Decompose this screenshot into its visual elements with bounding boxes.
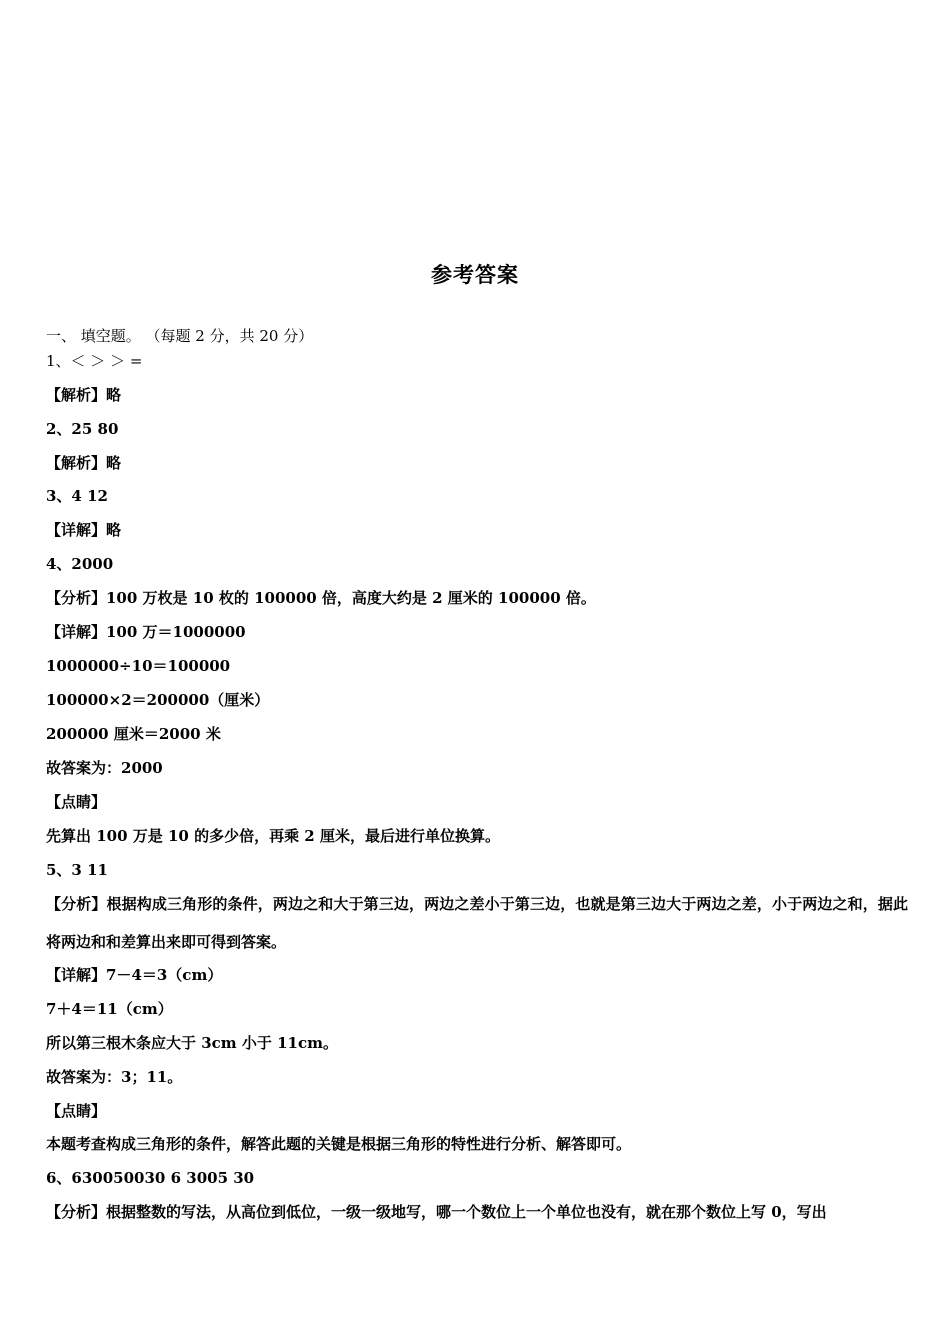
answer-line: 本题考查构成三角形的条件，解答此题的关键是根据三角形的特性进行分析、解答即可。	[46, 1135, 632, 1153]
answer-line: 6、630050030 6 3005 30	[46, 1169, 255, 1187]
answer-line: 3、4 12	[46, 487, 108, 505]
answer-line: 故答案为：2000	[46, 759, 163, 777]
answer-line: 4、2000	[46, 555, 114, 573]
page-title: 参考答案	[431, 263, 519, 287]
answer-line: 【详解】略	[46, 521, 122, 539]
answer-line: 【详解】7－4＝3（cm）	[46, 966, 223, 984]
answer-line: 【分析】根据整数的写法，从高位到低位，一级一级地写，哪一个数位上一个单位也没有，就在那个数位上写 0，写出	[46, 1203, 827, 1221]
answer-line: 所以第三根木条应大于 3cm 小于 11cm。	[46, 1034, 338, 1052]
answer-line: 1000000÷10＝100000	[46, 657, 231, 675]
answer-line: 【分析】100 万枚是 10 枚的 100000 倍，高度大约是 2 厘米的 100000 倍。	[46, 589, 596, 607]
answer-line: 【详解】100 万＝1000000	[46, 623, 246, 641]
answer-line: 5、3 11	[46, 861, 108, 879]
answer-line: 【解析】略	[46, 386, 122, 404]
answer-line: 【点睛】	[46, 793, 107, 811]
answer-line: 100000×2＝200000（厘米）	[46, 691, 270, 709]
answer-paragraph: 【分析】根据构成三角形的条件，两边之和大于第三边，两边之差小于第三边，也就是第三边大于两边之差，小于两边之和，据此将两边和和差算出来即可得到答案。	[46, 895, 908, 951]
answer-line: 故答案为：3；11。	[46, 1068, 183, 1086]
answer-line: 2、25 80	[46, 420, 119, 438]
answer-line: 1、＜ ＞ ＞ =	[46, 352, 143, 370]
answer-line: 【解析】略	[46, 454, 122, 472]
answer-line: 【点睛】	[46, 1102, 107, 1120]
section-header: 一、 填空题。 （每题 2 分，共 20 分）	[46, 327, 314, 345]
answer-line: 200000 厘米＝2000 米	[46, 725, 221, 743]
answer-line: 先算出 100 万是 10 的多少倍，再乘 2 厘米，最后进行单位换算。	[46, 827, 500, 845]
answer-line: 7＋4＝11（cm）	[46, 1000, 173, 1018]
